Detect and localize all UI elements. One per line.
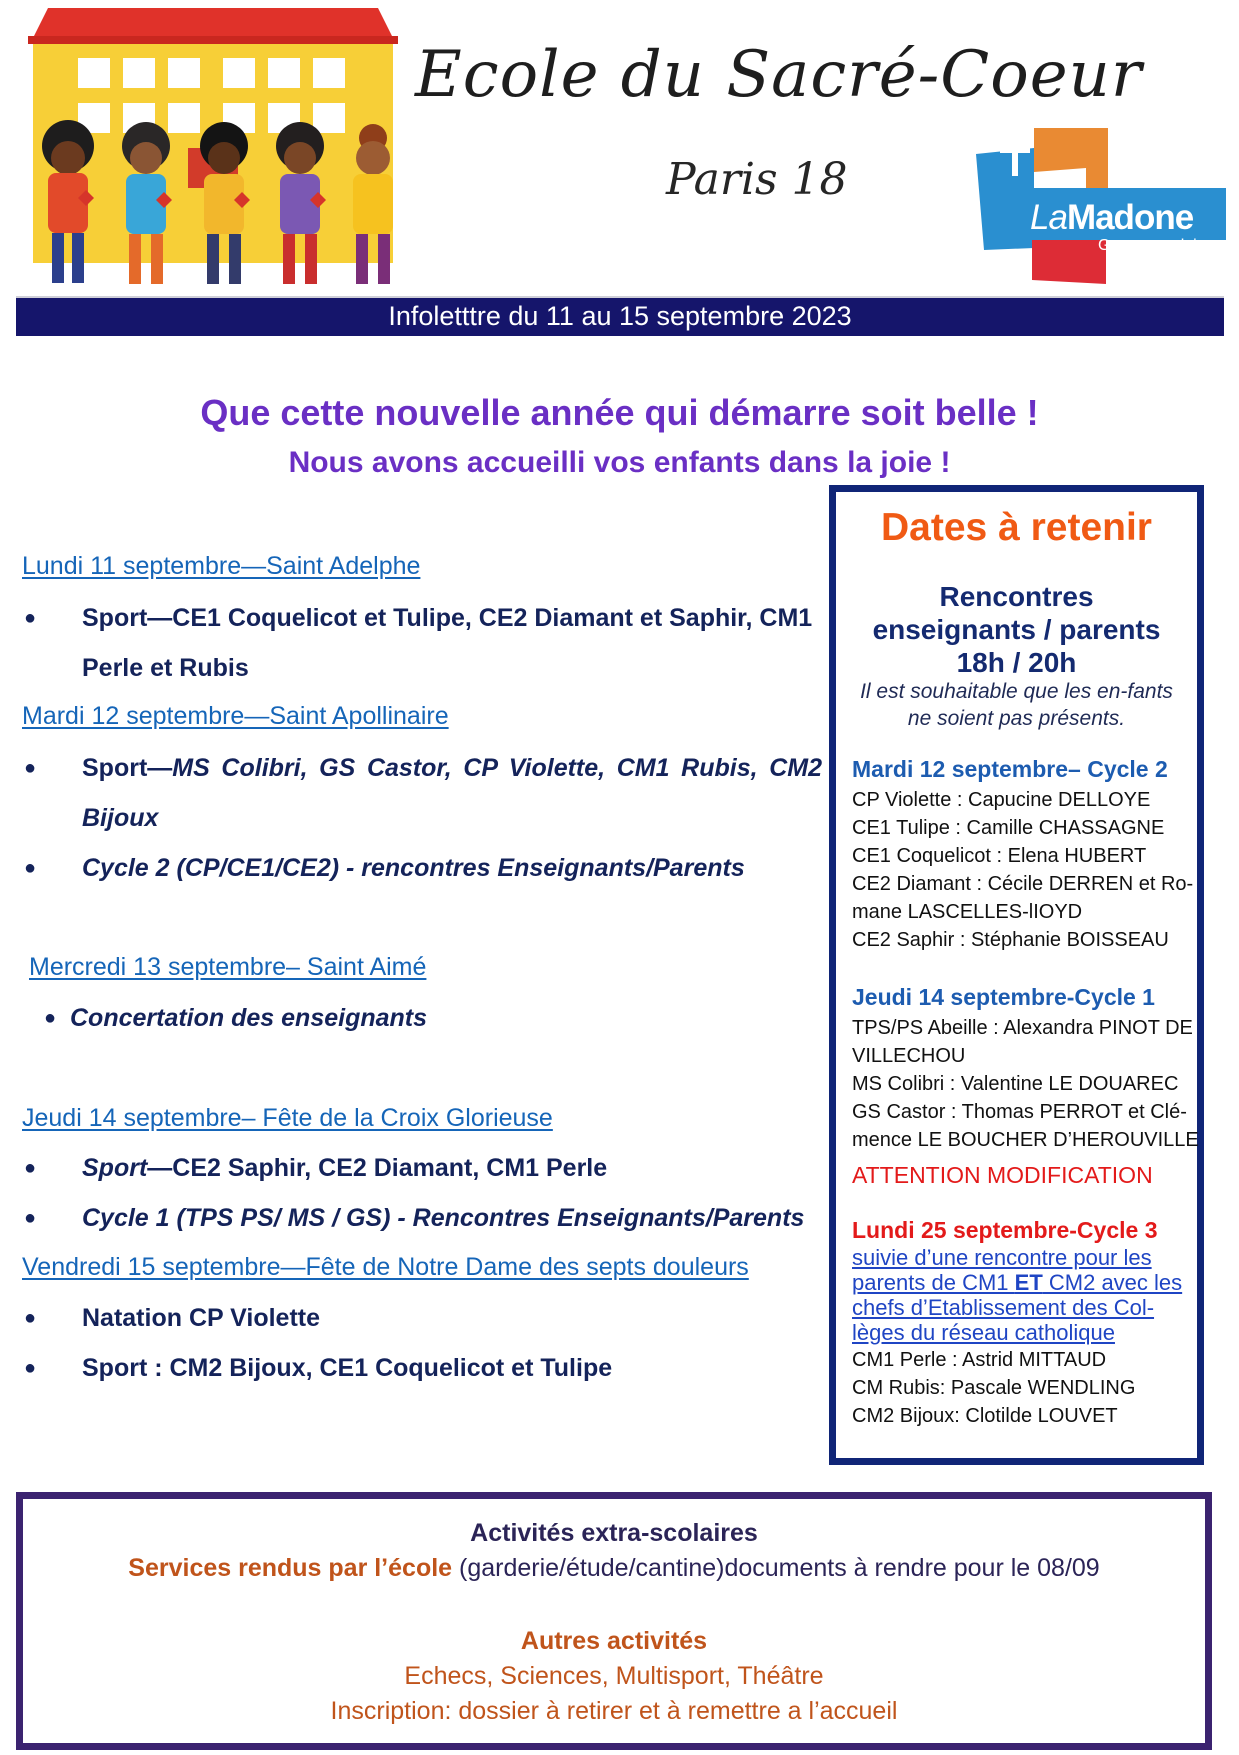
bullet-icon: ● — [24, 757, 37, 779]
banner-title: Infoletttre du 11 au 15 septembre 2023 — [388, 301, 852, 331]
extracurricular-box — [16, 1492, 1212, 1750]
list-item: ● Cycle 1 (TPS PS/ MS / GS) - Rencontres Enseignants/Parents — [22, 1193, 822, 1243]
cycle3-details-link[interactable]: suivie d’une rencontre pour les parents de CM1 ET CM2 avec les chefs d’Etablissement des Col-lèges du réseau catholique — [852, 1245, 1183, 1345]
day-heading-friday[interactable]: Vendredi 15 septembre—Fête de Notre Dame des septs douleurs — [22, 1253, 749, 1281]
list-item: ● Cycle 2 (CP/CE1/CE2) - rencontres Enseignants/Parents — [22, 843, 822, 893]
logo-subtitle: Groupe scolaire — [1098, 237, 1211, 254]
la-madone-wordmark: LaMadone — [1030, 198, 1194, 237]
school-children-illustration — [18, 8, 408, 296]
dates-title: Dates à retenir — [881, 506, 1152, 549]
bullet-icon: ● — [24, 1357, 37, 1379]
day-heading-monday[interactable]: Lundi 11 septembre—Saint Adelphe — [22, 552, 421, 580]
other-activities-title: Autres activités — [520, 1627, 708, 1655]
teacher-entry: CP Violette : Capucine DELLOYE — [852, 789, 1151, 811]
teacher-entry: CM1 Perle : Astrid MITTAUD — [852, 1349, 1107, 1371]
bullet-icon: ● — [24, 857, 37, 879]
teacher-entry: CE2 Saphir : Stéphanie BOISSEAU — [852, 929, 1169, 951]
cycle2-title: Mardi 12 septembre– Cycle 2 — [852, 756, 1168, 782]
other-activities-list: Echecs, Sciences, Multisport, Théâtre — [404, 1662, 824, 1690]
registration-note: Inscription: dossier à retirer et à remettre a l’accueil — [330, 1697, 898, 1725]
extracurricular-title: Activités extra-scolaires — [470, 1519, 758, 1547]
attention-notice: ATTENTION MODIFICATION — [852, 1162, 1153, 1188]
bullet-icon: ● — [24, 1207, 37, 1229]
list-item: ● Sport—CE2 Saphir, CE2 Diamant, CM1 Perle — [22, 1143, 822, 1193]
list-item: ● Sport : CM2 Bijoux, CE1 Coquelicot et Tulipe — [22, 1343, 822, 1393]
teacher-entry: CE1 Tulipe : Camille CHASSAGNE — [852, 817, 1165, 839]
cycle3-teachers — [852, 1346, 1202, 1430]
cycle2-teachers — [852, 786, 1202, 954]
list-item: ● Concertation des enseignants — [22, 993, 822, 1043]
list-item: ● Natation CP Violette — [22, 1293, 822, 1343]
meetings-heading: Rencontres enseignants / parents 18h / 20h — [872, 581, 1161, 678]
teacher-entry: CE2 Diamant : Cécile DERREN et Ro-mane LASCELLES-lIOYD — [852, 873, 1194, 923]
cycle1-title: Jeudi 14 septembre-Cycle 1 — [852, 984, 1155, 1010]
teacher-entry: MS Colibri : Valentine LE DOUAREC — [852, 1073, 1179, 1095]
day-heading-thursday[interactable]: Jeudi 14 septembre– Fête de la Croix Glorieuse — [22, 1104, 553, 1132]
school-city: Paris 18 — [666, 154, 848, 205]
headline-line-2: Nous avons accueilli vos enfants dans la joie ! — [288, 446, 951, 479]
teacher-entry: GS Castor : Thomas PERROT et Clé-mence LE BOUCHER D’HEROUVILLE — [852, 1101, 1199, 1151]
cycle3-title: Lundi 25 septembre-Cycle 3 — [852, 1217, 1158, 1243]
list-item: ● Sport—CE1 Coquelicot et Tulipe, CE2 Diamant et Saphir, CM1 Perle et Rubis — [22, 593, 822, 693]
teacher-entry: TPS/PS Abeille : Alexandra PINOT DE VILLECHOU — [852, 1017, 1193, 1067]
newsletter-banner — [16, 296, 1224, 336]
day-heading-tuesday[interactable]: Mardi 12 septembre—Saint Apollinaire — [22, 702, 449, 730]
list-item: ● Sport—MS Colibri, GS Castor, CP Violette, CM1 Rubis, CM2 Bijoux — [22, 743, 822, 843]
cycle1-teachers — [852, 1014, 1202, 1154]
day-heading-wednesday[interactable]: Mercredi 13 septembre– Saint Aimé — [29, 953, 427, 981]
dates-to-remember-box — [829, 485, 1204, 1465]
meetings-note: Il est souhaitable que les en-fants ne soient pas présents. — [860, 680, 1173, 730]
bullet-icon: ● — [24, 1157, 37, 1179]
headline-line-1: Que cette nouvelle année qui démarre soit belle ! — [200, 392, 1039, 433]
teacher-entry: CE1 Coquelicot : Elena HUBERT — [852, 845, 1147, 867]
teacher-entry: CM2 Bijoux: Clotilde LOUVET — [852, 1405, 1118, 1427]
services-line: Services rendus par l’école (garderie/étude/cantine)documents à rendre pour le 08/09 — [128, 1554, 1100, 1582]
bullet-icon: ● — [24, 607, 37, 629]
school-name: Ecole du Sacré-Coeur — [415, 38, 1143, 112]
bullet-icon: ● — [24, 1307, 37, 1329]
bullet-icon: ● — [44, 1007, 57, 1029]
teacher-entry: CM Rubis: Pascale WENDLING — [852, 1377, 1136, 1399]
